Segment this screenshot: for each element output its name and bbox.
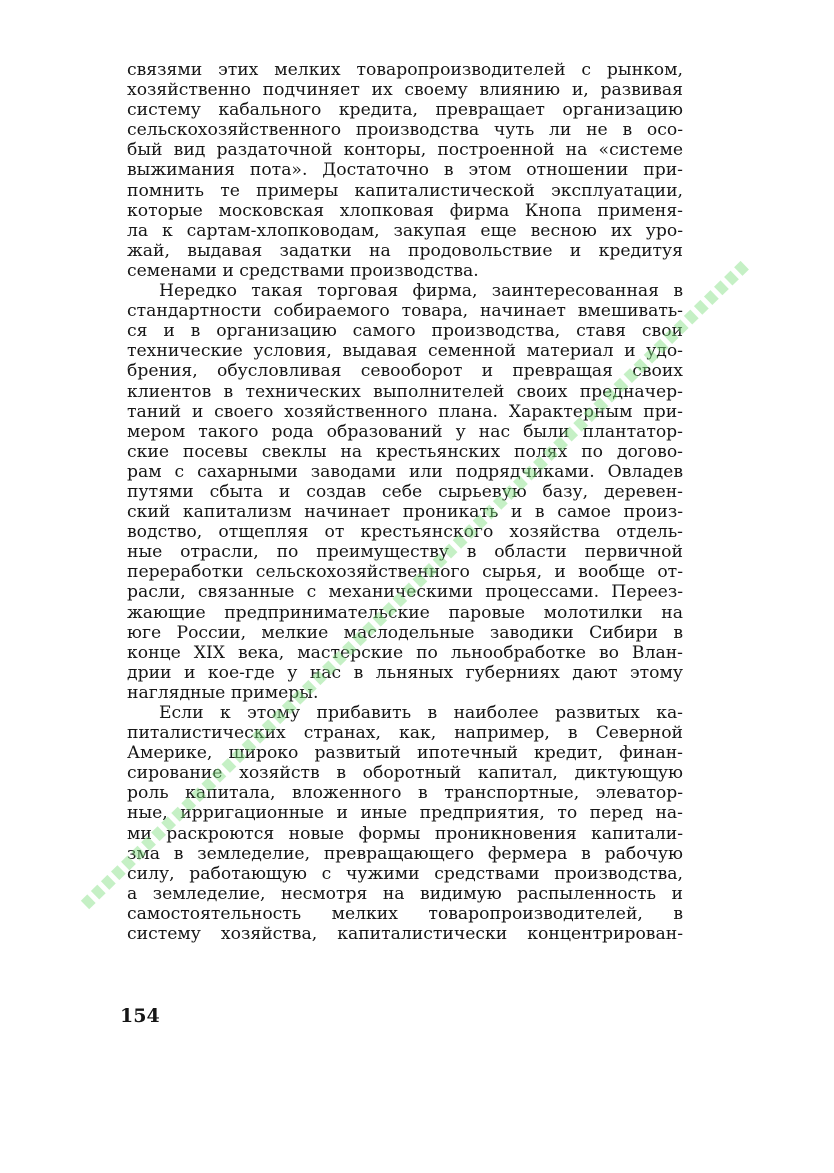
- paragraph-3: [127, 703, 683, 944]
- text-line: технические условия, выдавая семенной материал и удо-: [127, 341, 683, 362]
- text-line: рам с сахарными заводами или подрядчиками. Овладев: [127, 461, 683, 482]
- text-line: расли, связанные с механическими процессами. Переез-: [127, 582, 683, 603]
- text-line: самостоятельность мелких товаропроизводителей, в: [127, 903, 683, 924]
- text-line: конце XIX века, мастерские по льнообработке во Влан-: [127, 642, 683, 663]
- text-line: Если к этому прибавить в наиболее развитых ка-: [159, 703, 683, 723]
- text-line: таний и своего хозяйственного плана. Характерным при-: [127, 401, 683, 422]
- text-line: ми раскроются новые формы проникновения капитали-: [127, 823, 683, 844]
- text-line: клиентов в технических выполнителей своих предначер-: [127, 381, 683, 402]
- text-line: связями этих мелких товаропроизводителей с рынком,: [127, 60, 683, 80]
- text-line: Нередко такая торговая фирма, заинтересованная в: [159, 281, 683, 302]
- text-line: мером такого рода образований у нас были плантатор-: [127, 421, 683, 442]
- text-line: питалистических странах, как, например, в Северной: [127, 723, 683, 744]
- page-number: 154: [120, 1005, 160, 1027]
- text-line: ские посевы свеклы на крестьянских полях по догово-: [127, 441, 683, 462]
- text-line: путями сбыта и создав себе сырьевую базу, деревен-: [127, 481, 683, 502]
- text-line: переработки сельскохозяйственного сырья, и вообще от-: [127, 562, 683, 583]
- text-line: систему хозяйства, капиталистически концентрирован-: [127, 924, 683, 945]
- text-line: зма в земледелие, превращающего фермера в рабочую: [127, 843, 683, 864]
- paragraph-2: [127, 281, 683, 703]
- body-text: [127, 60, 683, 944]
- text-line: которые московская хлопковая фирма Кнопа применя-: [127, 200, 683, 221]
- text-line: помнить те примеры капиталистической эксплуатации,: [127, 180, 683, 201]
- text-line: ные, ирригационные и иные предприятия, то перед на-: [127, 803, 683, 824]
- text-line: жающие предпринимательские паровые молотилки на: [127, 602, 683, 623]
- text-line: выжимания пота». Достаточно в этом отношении при-: [127, 160, 683, 181]
- text-line: ла к сартам-хлопководам, закупая еще весною их уро-: [127, 220, 683, 241]
- text-line: семенами и средствами производства.: [127, 260, 479, 281]
- text-line: ся и в организацию самого производства, ставя свои: [127, 321, 683, 342]
- text-line: сирование хозяйств в оборотный капитал, диктующую: [127, 763, 683, 784]
- text-line: ные отрасли, по преимуществу в области первичной: [127, 542, 683, 563]
- text-line: а земледелие, несмотря на видимую распыленность и: [127, 883, 683, 904]
- text-line: ский капитализм начинает проникать и в самое произ-: [127, 502, 683, 523]
- text-line: силу, работающую с чужими средствами производства,: [127, 863, 683, 884]
- text-line: Америке, широко развитый ипотечный кредит, финан-: [127, 743, 683, 764]
- text-line: наглядные примеры.: [127, 682, 319, 703]
- text-line: водство, отщепляя от крестьянского хозяйства отдель-: [127, 522, 683, 543]
- text-line: роль капитала, вложенного в транспортные, элеватор-: [127, 783, 683, 804]
- paragraph-1: [127, 60, 683, 281]
- text-line: юге России, мелкие маслодельные заводики Сибири в: [127, 622, 683, 643]
- text-line: бый вид раздаточной конторы, построенной на «системе: [127, 140, 683, 161]
- text-line: стандартности собираемого товара, начинает вмешивать-: [127, 301, 683, 322]
- text-line: жай, выдавая задатки на продовольствие и кредитуя: [127, 240, 683, 261]
- text-line: брения, обусловливая севооборот и превращая своих: [127, 361, 683, 382]
- text-line: дрии и кое-где у нас в льняных губерниях дают этому: [127, 662, 683, 683]
- text-line: сельскохозяйственного производства чуть ли не в осо-: [127, 120, 683, 141]
- text-line: хозяйственно подчиняет их своему влиянию и, развивая: [127, 80, 683, 101]
- text-line: систему кабального кредита, превращает организацию: [127, 100, 683, 121]
